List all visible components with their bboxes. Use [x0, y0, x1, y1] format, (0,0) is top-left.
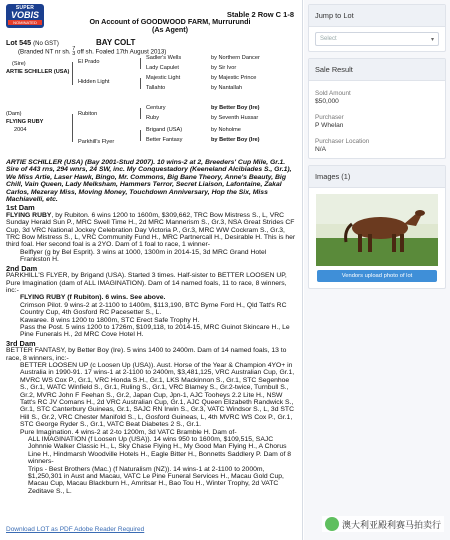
ped-bracket-2 — [140, 58, 141, 69]
watermark — [322, 516, 444, 532]
ped-g7b: by Noholme — [211, 127, 241, 133]
dam-dam: Parkhill's Flyer — [78, 139, 115, 145]
badge-line1: SUPER — [15, 5, 35, 11]
consignor-header — [44, 18, 296, 34]
dam-name: FLYING RUBY — [6, 119, 44, 125]
purchaser-label: Purchaser — [315, 114, 344, 121]
brand-num-bottom: 3 — [72, 51, 76, 57]
super-vobis-logo — [6, 4, 44, 28]
ped-g5b: by Better Boy (Ire) — [211, 105, 260, 111]
badge-line2: VOBIS — [10, 10, 39, 20]
second-dam-text: PARKHILL'S FLYER, by Brigand (USA). Started 3 times. Half-sister to BETTER LOOSEN UP, Pure Imagination (dam of ALL IMAGINATION). Dam of 14 named foals, 11 to race, 8 winners, inc:- — [6, 272, 287, 294]
ped-bracket-5 — [140, 108, 141, 119]
ped-g1b: by Northern Dancer — [211, 55, 260, 61]
images-title: Images (1) — [309, 166, 445, 188]
sale-result-panel — [308, 58, 446, 159]
pedigree-table — [6, 55, 296, 169]
lot-select-placeholder: Select — [320, 36, 337, 42]
second-dam-a: Crimson Pilot. 9 wins-2 at 2-1100 to 1400m, $113,190, BTC Byrne Ford H., Qld Tatt's RC Country Cup, 4th Gosford RC Pacesetter S., L. — [20, 301, 287, 317]
third-dam-b: Pure Imagination. 4 wins-2 at 2-to 1200m, 3d VATC Bramble H. Dam of- — [20, 428, 237, 436]
vendor-photo-button[interactable]: Vendors upload photo of lot — [317, 270, 437, 282]
purchaser-value: P Whelan — [315, 122, 344, 129]
ped-g8: Better Fantasy — [146, 137, 183, 143]
sidebar — [304, 0, 450, 540]
sire-desc-title: ARTIE SCHILLER (USA) — [6, 159, 83, 166]
jump-to-lot-title: Jump to Lot — [309, 5, 445, 27]
lot-number — [6, 38, 96, 47]
ped-g4: Tallahto — [146, 85, 166, 91]
first-dam-name: FLYING RUBY — [6, 211, 52, 219]
ped-g1: Sadler's Wells — [146, 55, 182, 61]
lot-row — [6, 38, 296, 47]
first-dam-text — [6, 212, 296, 249]
horse-photo[interactable] — [316, 194, 438, 266]
third-dam-c: ALL IMAGINATION (f Loosen Up (USA)). 14 wins 950 to 1600m, $109,515, SAJC Johnnie Walker Classic H., L, Sky Chase Flying H., My Good Man Flying H., A Chorus Line H., Hindmarsh Woodville Hotels H., Eagle Bitter H., Bonnetts Saddlery P. Dam of 8 winners- — [28, 436, 292, 466]
third-dam-d: Trips - Best Brothers (Mac.) (f Naturalism (NZ)). 14 wins-1 at 2-1100 to 2000m, $1,250,301 in Aust and Macau, VATC Le Pine Funeral Services H., Macau Gold Cup, Macau Cup, Macau Blackburn H., Amritsar H., Bao Tou H., Winter Trophy, 2d VATC Zeditave S., L. — [28, 465, 284, 495]
ped-bracket-3 — [140, 78, 141, 89]
ped-g2b: by Sir Ivor — [211, 65, 237, 71]
brand-text-b: off sh. Foaled 17th August 2013) — [77, 48, 167, 56]
purchaser-location-label: Purchaser Location — [315, 138, 370, 145]
lot-select[interactable] — [315, 32, 439, 46]
third-dam-a: BETTER LOOSEN UP (c Loosen Up (USA)). Aust. Horse of the Year & Champion 4YO+ in Australia in 1990-91. 17 wins-1 at 2-1100 to 2400m, $3,481,125, VRC Australian Cup, Gr.1, MVRC WS Cox P., Gr.1, VRC Honda S.H., Gr.1, LKS Mackinnon S., Gr.1, STC Segenhoe S., Gr.1, WATC Winfield S., Gr.1, Ruling S., Gr.1, VRC Blamey S., Gr.2-twice, Turnbull S., Gr.2, MVRC John F Feehan S., Gr.2, Japan Cup, Jpn-1, AJC Tooheys 2.2 Lite H., NSW Tatt's RC JV Comans H., 2d VRC Australian Cup, Gr.1, AJC Queen Elizabeth Randwick S., Gr.1, STC Canterbury Guineas, Gr.1, SAJC RN Irwin S., Gr.3, VATC Windsor S., L, 3d STC Hill S., Gr.2, VRC Chester Manifold S., L, Gosford Guineas, L, 4th MVRC WS Cox P., Gr.1, STC George Ryder S., Gr.1, VATC Beat Diabetes 2 S., Gr.1. — [20, 361, 295, 429]
second-dam-c: Pass the Post. 5 wins 1200 to 1726m, $109,118, to 2014-15, MRC Guinot Skincare H., Le Pine Funerals H., 2d MRC Cove Hotel H. — [20, 323, 290, 339]
ped-g6b: by Seventh Hussar — [211, 115, 259, 121]
badge-line3: NOMINATED — [8, 20, 42, 25]
jump-to-lot-panel — [308, 4, 446, 52]
second-dam-heading: 2nd Dam — [6, 263, 38, 273]
sold-amount-label: Sold Amount — [315, 90, 351, 97]
watermark-text: 澳大利亚殿利赛马拍卖行 — [341, 519, 441, 530]
ped-g4b: by Nantallah — [211, 85, 243, 91]
lot-sex: BAY COLT — [96, 38, 136, 47]
sold-amount-value: $50,000 — [315, 98, 339, 105]
ped-bracket-1 — [72, 62, 73, 85]
sire-sire: El Prado — [78, 59, 100, 65]
ped-g3b: by Majestic Prince — [211, 75, 257, 81]
first-dam-foal: Belflyer (g by Bel Esprit). 3 wins at 1000, 1300m in 2014-15, 3d MRC Grand Hotel Frankston H. — [20, 248, 267, 264]
gst-note: (No GST) — [33, 41, 59, 47]
agent-line: (As Agent) — [151, 25, 189, 34]
third-dam-heading: 3rd Dam — [6, 338, 36, 348]
ped-bracket-6 — [140, 130, 141, 141]
ped-g3: Majestic Light — [146, 75, 181, 81]
lot-number-text: Lot 545 — [6, 38, 32, 47]
sire-dam: Hidden Light — [78, 79, 110, 85]
second-dam-b: Kawaree. 8 wins 1200 to 1800m, STC Erect Safe Trophy H. — [20, 316, 200, 324]
ped-g8b: by Better Boy (Ire) — [211, 137, 260, 143]
ped-g6: Ruby — [146, 115, 160, 121]
sale-result-title: Sale Result — [309, 59, 445, 81]
ped-bracket-4 — [72, 114, 73, 142]
images-panel — [308, 165, 446, 289]
consignor-line: On Account of GOODWOOD FARM, Murrurundi — [89, 17, 251, 26]
first-dam-heading: 1st Dam — [6, 203, 35, 213]
catalogue-body — [6, 159, 296, 495]
brand-num-top: 7 — [72, 46, 76, 52]
sire-label: (Sire) — [12, 61, 26, 67]
ped-g7: Brigand (USA) — [146, 127, 183, 133]
ped-g2: Lady Capulet — [146, 65, 179, 71]
first-dam-body: , by Rubiton. 6 wins 1200 to 1600m, $309,662, TRC Bow Mistress S., L, VRC Sunday Herald Sun P., MRC Swell Time H., 2d MRC Mannerism S., Gr.3, NSA Great Strides CF Cup, 3d VRC National Jockey Celebration Day Victoria P., Gr.3, MRC WW Cockram S., Gr.3, TRC Bow Mistress S., L, VRC Community Fund H., MRC Partnercall H., Desirable H. This is her third foal. Her second foal is a 2YO. Dam of 1 foal to race, 1 winner- — [6, 211, 296, 249]
second-dam-sw: FLYING RUBY (f Rubiton). 6 wins. See above. — [20, 294, 166, 302]
brand-text-a: (Branded NT nr sh. — [18, 48, 71, 56]
dam-year: 2004 — [14, 127, 27, 133]
third-dam-text: BETTER FANTASY, by Better Boy (Ire). 5 wins 1400 to 2400m. Dam of 14 named foals, 13 to race, 8 winners, inc:- — [6, 347, 287, 362]
purchaser-location-value: N/A — [315, 146, 326, 153]
wechat-icon — [325, 517, 339, 531]
chevron-down-icon: ▾ — [430, 37, 434, 43]
sire-desc-text: (Bay 2001-Stud 2007). 10 wins-2 at 2, Breeders' Cup Mile, Gr.1. Sire of 443 rns, 294 wnrs, 24 SW, inc. My Conquestadory (Keeneland Alcibiades S., Gr.1), We Miss Artie, Laser Hawk, Bingo, Mr. Commons, Big Bane Theory, Anne's Beauty, Big Chill, Vain Queen, Lady Melksham, Hammers Terror, Secret Liaison, Lafontaine, Zakal Carlos, Mezeray Miss, Moving Money, Touchdown Anniversary, Hop the Six, Miss Machiavelli, etc. — [6, 159, 292, 204]
sire-name: ARTIE SCHILLER (USA) — [6, 69, 70, 75]
dam-label: (Dam) — [6, 111, 22, 117]
dam-sire: Rubiton — [78, 111, 98, 117]
stable-location: Stable 2 Row C 1-8 — [226, 10, 294, 19]
ped-g5: Century — [146, 105, 166, 111]
download-pdf-link[interactable]: Download LOT as PDF Adobe Reader Required — [6, 526, 145, 533]
